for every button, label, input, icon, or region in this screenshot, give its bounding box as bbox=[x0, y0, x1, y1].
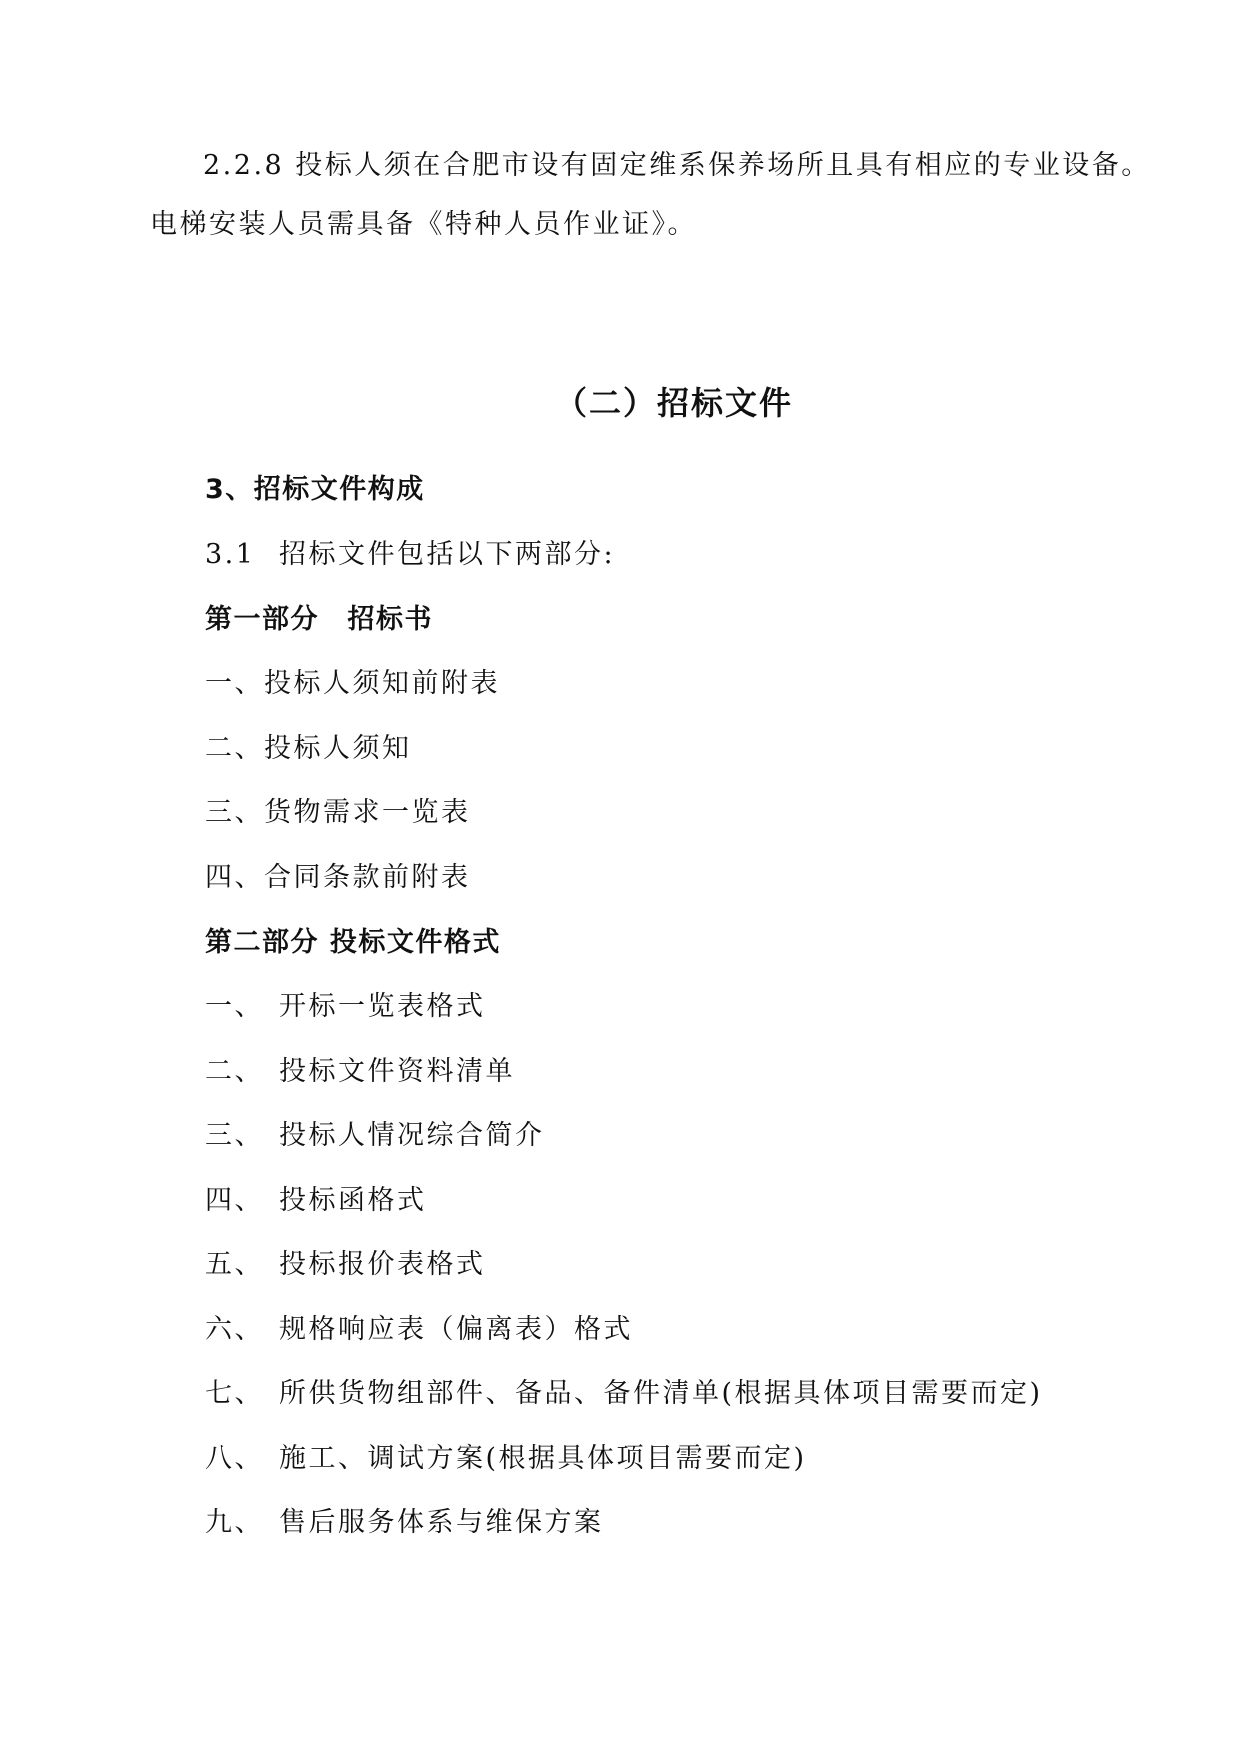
item-text: 投标人情况综合简介 bbox=[279, 1120, 545, 1151]
heading-3: 3、招标文件构成 bbox=[205, 474, 425, 505]
part2-item bbox=[205, 1441, 807, 1477]
item-number: 四、 bbox=[205, 1185, 264, 1216]
clause-number: 3.1 bbox=[205, 539, 256, 570]
item-text: 投标报价表格式 bbox=[279, 1249, 486, 1280]
part2-item bbox=[205, 1054, 515, 1090]
part2-item bbox=[205, 1312, 633, 1348]
item-text: 开标一览表格式 bbox=[279, 991, 486, 1022]
item-number: 八、 bbox=[205, 1443, 264, 1474]
clause-3-1 bbox=[205, 537, 615, 573]
intro-line-1: 2.2.8 投标人须在合肥市设有固定维系保养场所且具有相应的专业设备。 bbox=[203, 150, 1151, 181]
part1-item: 二、投标人须知 bbox=[205, 733, 412, 764]
item-number: 五、 bbox=[205, 1249, 264, 1280]
item-text: 所供货物组部件、备品、备件清单(根据具体项目需要而定) bbox=[279, 1378, 1043, 1409]
part2-item bbox=[205, 1247, 486, 1283]
part2-item bbox=[205, 989, 486, 1025]
part1-item: 三、货物需求一览表 bbox=[205, 797, 471, 828]
item-number: 一、 bbox=[205, 991, 264, 1022]
part1-item: 四、合同条款前附表 bbox=[205, 862, 471, 893]
part1-item: 一、投标人须知前附表 bbox=[205, 668, 500, 699]
item-number: 七、 bbox=[205, 1378, 264, 1409]
part2-item bbox=[205, 1183, 427, 1219]
item-text: 投标函格式 bbox=[279, 1185, 427, 1216]
intro-line-2: 电梯安装人员需具备《特种人员作业证》。 bbox=[150, 209, 697, 240]
clause-text: 招标文件包括以下两部分: bbox=[279, 539, 616, 570]
item-text: 售后服务体系与维保方案 bbox=[279, 1507, 604, 1538]
item-number: 六、 bbox=[205, 1314, 264, 1345]
part2-item bbox=[205, 1118, 545, 1154]
item-text: 投标文件资料清单 bbox=[279, 1056, 515, 1087]
item-number: 三、 bbox=[205, 1120, 264, 1151]
part2-item bbox=[205, 1376, 1043, 1412]
item-text: 规格响应表（偏离表）格式 bbox=[279, 1314, 633, 1345]
item-number: 二、 bbox=[205, 1056, 264, 1087]
part2-title: 第二部分 投标文件格式 bbox=[205, 927, 501, 958]
item-text: 施工、调试方案(根据具体项目需要而定) bbox=[279, 1443, 807, 1474]
section-title: （二）招标文件 bbox=[555, 384, 794, 422]
item-number: 九、 bbox=[205, 1507, 264, 1538]
part2-item bbox=[205, 1505, 604, 1541]
part1-title: 第一部分 招标书 bbox=[205, 604, 433, 635]
